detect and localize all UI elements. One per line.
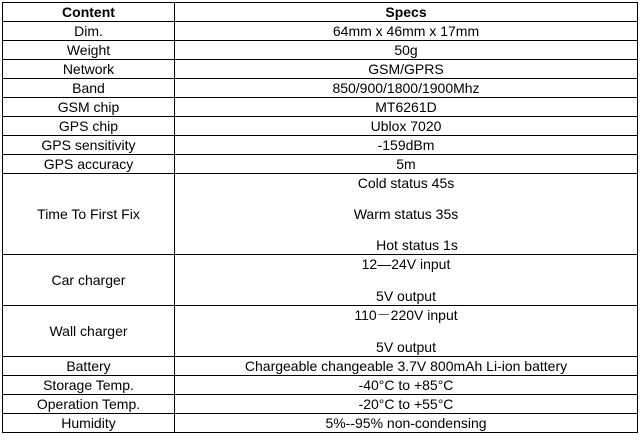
row-label: Time To First Fix	[3, 174, 175, 255]
table-row	[3, 414, 638, 433]
table-row	[3, 98, 638, 117]
row-value	[175, 174, 638, 255]
header-specs: Specs	[175, 3, 638, 22]
ttff-warm: Warm status 35s	[353, 206, 459, 222]
row-value: Chargeable changeable 3.7V 800mAh Li-ion battery	[175, 357, 638, 376]
car-charger-output: 5V output	[376, 288, 436, 304]
row-value: 850/900/1800/1900Mhz	[175, 79, 638, 98]
row-label: GPS sensitivity	[3, 136, 175, 155]
row-value: 50g	[175, 41, 638, 60]
row-label: GSM chip	[3, 98, 175, 117]
ttff-lines	[175, 174, 637, 254]
row-label: Wall charger	[3, 306, 175, 357]
row-value: 64mm x 46mm x 17mm	[175, 22, 638, 41]
row-label: Car charger	[3, 255, 175, 306]
ttff-hot: Hot status 1s	[376, 237, 458, 253]
car-charger-lines	[175, 255, 637, 305]
wall-charger-output: 5V output	[376, 339, 436, 355]
car-charger-input: 12—24V input	[361, 256, 451, 272]
row-value	[175, 255, 638, 306]
table-row	[3, 117, 638, 136]
header-content: Content	[3, 3, 175, 22]
row-label: Battery	[3, 357, 175, 376]
row-label: Humidity	[3, 414, 175, 433]
table-row	[3, 255, 638, 306]
table-header-row	[3, 3, 638, 22]
row-value: 5%--95% non-condensing	[175, 414, 638, 433]
wall-charger-lines	[175, 306, 637, 356]
row-label: GPS chip	[3, 117, 175, 136]
spec-table	[2, 2, 638, 433]
table-row	[3, 174, 638, 255]
table-row	[3, 306, 638, 357]
row-value: -159dBm	[175, 136, 638, 155]
table-row	[3, 41, 638, 60]
row-label: GPS accuracy	[3, 155, 175, 174]
table-row	[3, 155, 638, 174]
row-value: Ublox 7020	[175, 117, 638, 136]
row-label: Operation Temp.	[3, 395, 175, 414]
table-row	[3, 22, 638, 41]
row-label: Dim.	[3, 22, 175, 41]
row-value	[175, 306, 638, 357]
table-row	[3, 79, 638, 98]
row-value: -20°C to +55°C	[175, 395, 638, 414]
table-row	[3, 60, 638, 79]
wall-charger-input: 110－220V input	[354, 307, 458, 323]
row-label: Storage Temp.	[3, 376, 175, 395]
row-label: Weight	[3, 41, 175, 60]
table-row	[3, 395, 638, 414]
row-value: GSM/GPRS	[175, 60, 638, 79]
row-value: MT6261D	[175, 98, 638, 117]
row-value: -40°C to +85°C	[175, 376, 638, 395]
ttff-cold: Cold status 45s	[357, 175, 455, 191]
spec-table-container	[2, 2, 637, 433]
table-row	[3, 376, 638, 395]
table-row	[3, 136, 638, 155]
row-value: 5m	[175, 155, 638, 174]
table-row	[3, 357, 638, 376]
row-label: Band	[3, 79, 175, 98]
row-label: Network	[3, 60, 175, 79]
